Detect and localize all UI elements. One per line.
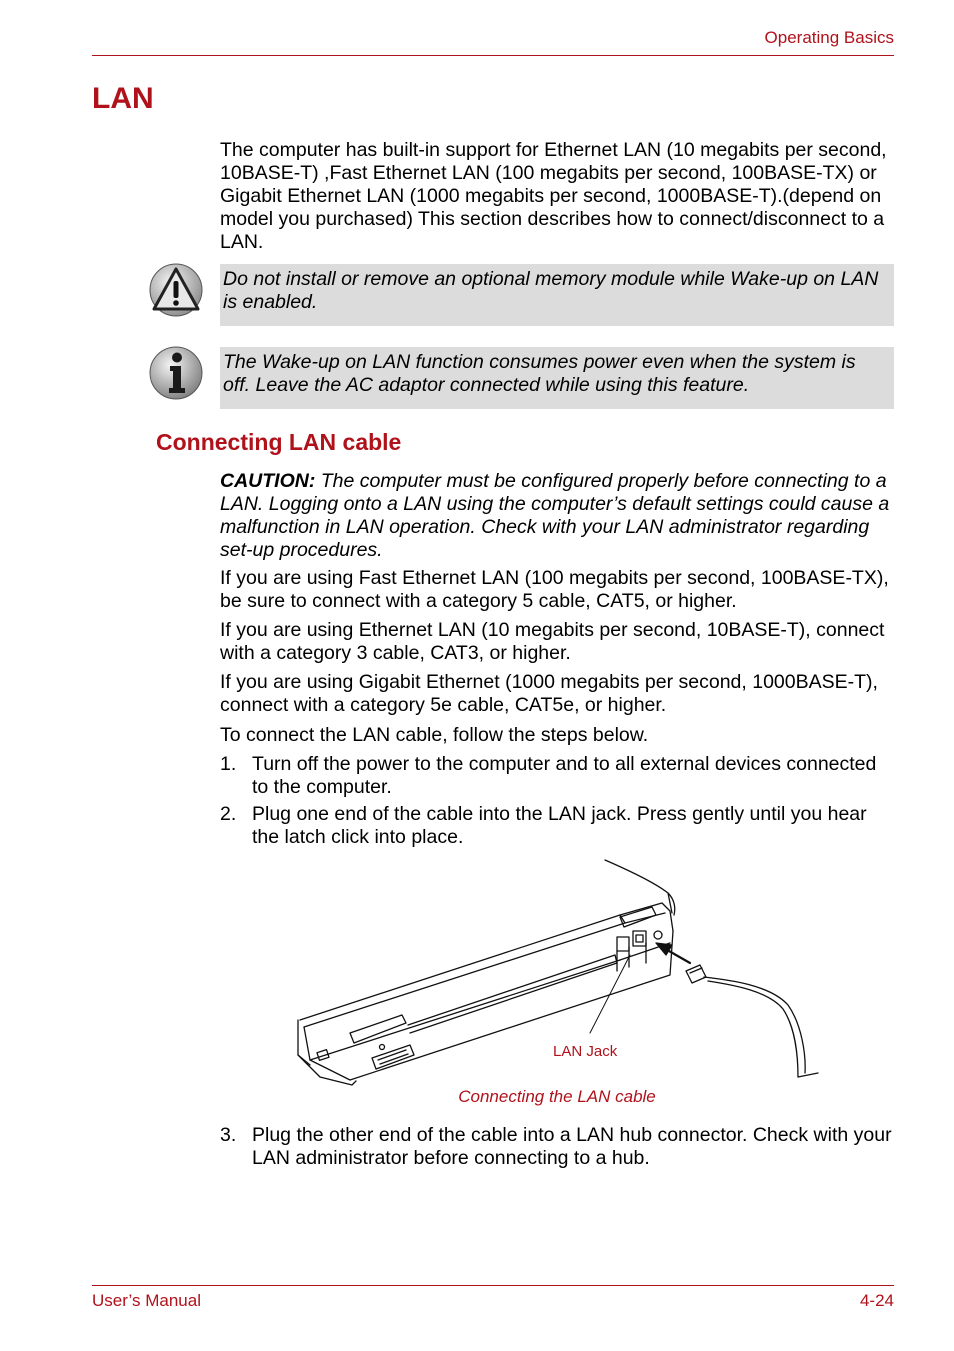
step-number: 2. [220,803,237,825]
fast-ethernet-paragraph: If you are using Fast Ethernet LAN (100 megabits per second, 100BASE-TX), be sure to connect with a category 5 cable, CAT5, or higher. [220,567,889,612]
step-number: 1. [220,753,237,775]
header-section-title: Operating Basics [764,28,894,47]
footer-manual-title: User’s Manual [92,1291,201,1310]
page-title: LAN [92,82,154,115]
info-note [220,347,894,409]
steps-intro: To connect the LAN cable, follow the steps below. [220,724,649,746]
info-icon [148,345,204,401]
warning-icon [148,262,204,318]
header-rule [92,55,894,56]
section-heading: Connecting LAN cable [156,429,402,455]
warning-note-text: Do not install or remove an optional memory module while Wake-up on LAN is enabled. [223,268,879,313]
info-note-text: The Wake-up on LAN function consumes power even when the system is off. Leave the AC adaptor connected while using this feature. [223,351,856,396]
step-text: Plug one end of the cable into the LAN jack. Press gently until you hear the latch click into place. [252,803,867,848]
warning-note [220,264,894,326]
intro-paragraph: The computer has built-in support for Ethernet LAN (10 megabits per second, 10BASE-T) ,Fast Ethernet LAN (100 megabits per second, 100BASE-TX) or Gigabit Ethernet LAN (1000 megabits per second, 1000BASE-T).(depend on model you purchased) This section describes how to connect/disconnect to a LAN. [220,139,887,253]
step-text: Plug the other end of the cable into a LAN hub connector. Check with your LAN administrator before connecting to a hub. [252,1124,892,1169]
page-number: 4-24 [859,1291,894,1310]
gigabit-paragraph: If you are using Gigabit Ethernet (1000 megabits per second, 1000BASE-T), connect with a category 5e cable, CAT5e, or higher. [220,671,878,716]
ethernet-paragraph: If you are using Ethernet LAN (10 megabits per second, 10BASE-T), connect with a category 3 cable, CAT3, or higher. [220,619,885,664]
step-text: Turn off the power to the computer and to all external devices connected to the computer. [252,753,877,798]
caution-text: The computer must be configured properly before connecting to a LAN. Logging onto a LAN using the computer’s default settings could cause a malfunction in LAN operation. Check with your LAN administrator regarding set-up procedures. [220,470,890,561]
footer-rule [92,1285,894,1286]
caution-paragraph [220,470,896,562]
figure-caption: Connecting the LAN cable [458,1087,656,1106]
step-number: 3. [220,1124,237,1146]
lan-jack-callout: LAN Jack [553,1043,618,1060]
caution-label: CAUTION: [220,470,316,492]
